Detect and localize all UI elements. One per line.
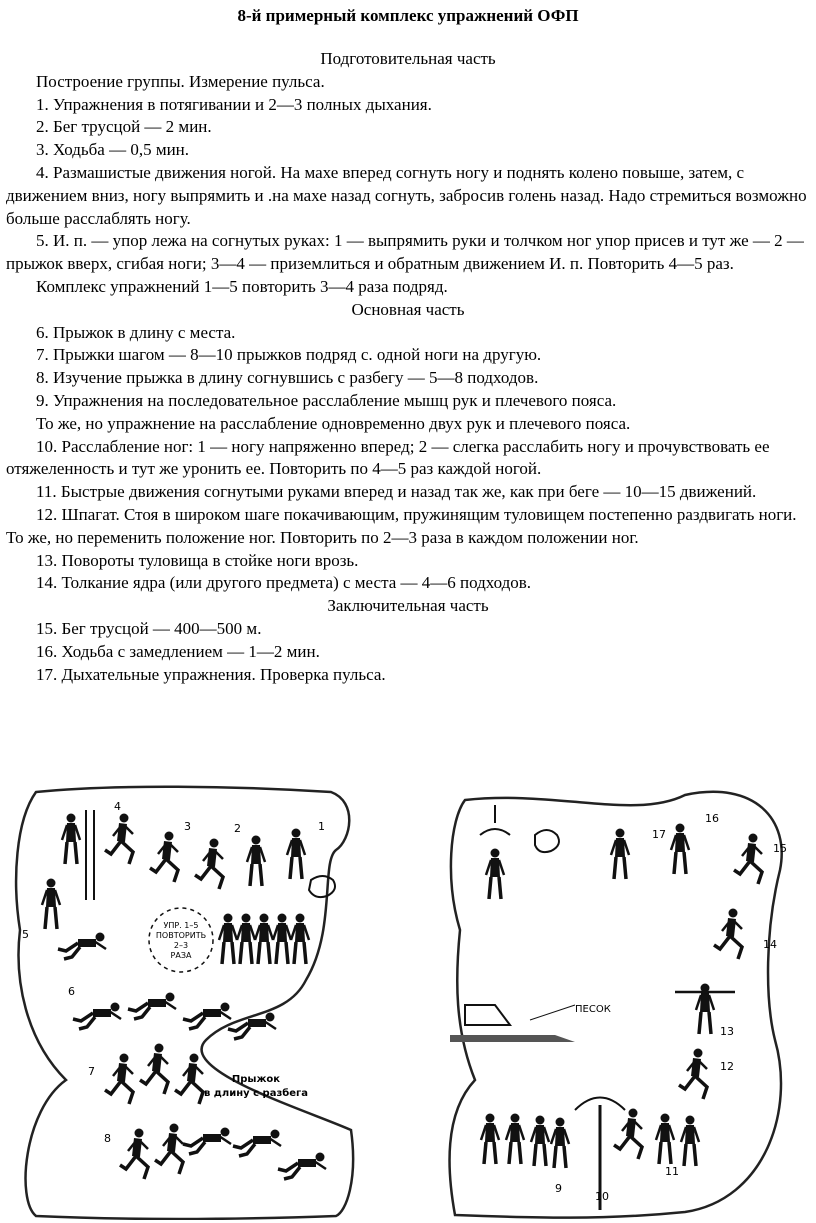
paragraph: 14. Толкание ядра (или другого предмета) с места — 4—6 подходов. xyxy=(36,573,532,593)
page-title: 8-й примерный комплекс упражнений ОФП xyxy=(237,6,579,25)
pulse-hand-icon xyxy=(535,830,559,852)
paragraph: 17. Дыхательные упражнения. Проверка пульса. xyxy=(36,664,386,684)
figure-8 xyxy=(120,1129,148,1180)
exercise-figures-right-svg xyxy=(435,780,810,1220)
label-5: 5 xyxy=(22,928,29,941)
blank-box xyxy=(540,910,635,980)
figure-6b xyxy=(128,993,176,1020)
paragraph: 2. Бег трусцой — 2 мин. xyxy=(36,117,212,137)
label-12: 12 xyxy=(720,1060,734,1073)
exercise-illustration-left xyxy=(6,780,361,1220)
bottom-row xyxy=(481,1109,699,1169)
section-heading-prep: Подготовительная часть xyxy=(320,49,496,68)
sand-label: ПЕСОК xyxy=(575,1004,611,1015)
figure-1 xyxy=(287,829,305,880)
paragraph: Построение группы. Измерение пульса. xyxy=(36,71,325,91)
section-heading-final: Заключительная часть xyxy=(327,596,489,616)
label-6: 6 xyxy=(68,985,75,998)
section-heading-main: Основная часть xyxy=(351,299,465,319)
figure-8e xyxy=(278,1153,326,1180)
paragraph: 4. Размашистые движения ногой. На махе вперед согнуть ногу и поднять колено повыше, затем, с движением вниз, ногу выпрямить и .на махе назад согнуть, забросив голень назад. Надо стремиться возможно больше расслаблять ногу. xyxy=(6,162,807,228)
pulse-hand-icon xyxy=(309,876,335,897)
label-10: 10 xyxy=(595,1190,609,1203)
standing-row xyxy=(219,914,309,965)
figure-7 xyxy=(105,1054,133,1105)
figure-3 xyxy=(150,832,178,883)
figure-8c xyxy=(183,1128,231,1155)
exercise-illustration-right xyxy=(435,780,810,1220)
figure-14 xyxy=(714,909,742,960)
repeat-label-line: 2–3 xyxy=(173,941,189,950)
figure-15 xyxy=(734,834,762,885)
repeat-circle xyxy=(149,908,213,972)
paragraph: 10. Расслабление ног: 1 — ногу напряженно вперед; 2 — слегка расслабить ногу и прочувствовать ее отяжеленность и тут же уронить ее. Повторить по 4—5 раз каждой ногой. xyxy=(6,436,770,479)
label-9: 9 xyxy=(555,1182,562,1195)
repeat-label-line: ПОВТОРИТЬ xyxy=(155,931,207,940)
figure-12 xyxy=(679,1049,707,1100)
label-3: 3 xyxy=(184,820,191,833)
pointer-line xyxy=(530,1005,575,1020)
paragraph: То же, но упражнение на расслабление одновременно двух рук и плечевого пояса. xyxy=(36,413,631,433)
paragraph: 13. Повороты туловища в стойке ноги врозь. xyxy=(36,550,359,570)
figure-2 xyxy=(247,836,265,887)
label-14: 14 xyxy=(763,938,777,951)
figure-8d xyxy=(233,1130,281,1157)
figure-8b xyxy=(155,1124,183,1175)
figure-16 xyxy=(671,824,689,875)
figure-4b xyxy=(62,814,80,865)
paragraph: 12. Шпагат. Стоя в широком шаге покачивающим, пружинящим туловищем постепенно раздвигать ноги. То же, но переменить положение ног. Повторить по 2—3 раза в каждом положении ног. xyxy=(6,504,797,547)
figure-5-pushup xyxy=(58,933,106,960)
shower-icon xyxy=(480,829,510,835)
paragraph: 16. Ходьба с замедлением — 1—2 мин. xyxy=(36,641,320,661)
label-8: 8 xyxy=(104,1132,111,1145)
document-body xyxy=(6,48,810,686)
label-15: 15 xyxy=(773,842,787,855)
paragraph: 6. Прыжок в длину с места. xyxy=(36,322,236,342)
caption-line: в длину с разбега xyxy=(204,1088,308,1099)
label-1: 1 xyxy=(318,820,325,833)
figure-6 xyxy=(73,1003,121,1030)
paragraph: 8. Изучение прыжка в длину согнувшись с разбегу — 5—8 подходов. xyxy=(36,368,539,388)
label-17: 17 xyxy=(652,828,666,841)
paragraph: 7. Прыжки шагом — 8—10 прыжков подряд с. одной ноги на другую. xyxy=(36,345,542,365)
label-16: 16 xyxy=(705,812,719,825)
label-13: 13 xyxy=(720,1025,734,1038)
figure-7b xyxy=(140,1044,168,1095)
paragraph: Комплекс упражнений 1—5 повторить 3—4 раза подряд. xyxy=(36,276,448,296)
foot-icon xyxy=(465,1005,510,1025)
repeat-label-line: РАЗА xyxy=(170,951,192,960)
caption-line: Прыжок xyxy=(231,1074,281,1085)
label-2: 2 xyxy=(234,822,241,835)
paragraph: 3. Ходьба — 0,5 мин. xyxy=(36,140,190,160)
paragraph: 15. Бег трусцой — 400—500 м. xyxy=(36,618,262,638)
paragraph: 11. Быстрые движения согнутыми руками вперед и назад так же, как при беге — 10—15 движений. xyxy=(36,482,757,502)
paragraph: 9. Упражнения на последовательное расслабление мышц рук и плечевого пояса. xyxy=(36,390,617,410)
figure-5 xyxy=(42,879,60,930)
paragraph: 1. Упражнения в потягивании и 2—3 полных дыхания. xyxy=(36,94,432,114)
figure-4 xyxy=(105,814,133,865)
paragraph: 5. И. п. — упор лежа на согнутых руках: 1 — выпрямить руки и толчком ног упор присев и тут же — 2 — прыжок вверх, сгибая ноги; 3—4 — приземлиться и обратным движением И. п. Повторить 4—5 раз. xyxy=(6,231,804,274)
figure-2b xyxy=(195,839,223,890)
repeat-label-line: УПР. 1–5 xyxy=(163,921,199,930)
figure-7c xyxy=(175,1054,203,1105)
exercise-figures-left-svg xyxy=(6,780,361,1220)
figure-6c xyxy=(183,1003,231,1030)
sand-pit xyxy=(450,1035,575,1042)
label-4: 4 xyxy=(114,800,121,813)
label-7: 7 xyxy=(88,1065,95,1078)
figure-17 xyxy=(611,829,629,880)
figure-shower xyxy=(486,849,504,900)
label-11: 11 xyxy=(665,1165,679,1178)
